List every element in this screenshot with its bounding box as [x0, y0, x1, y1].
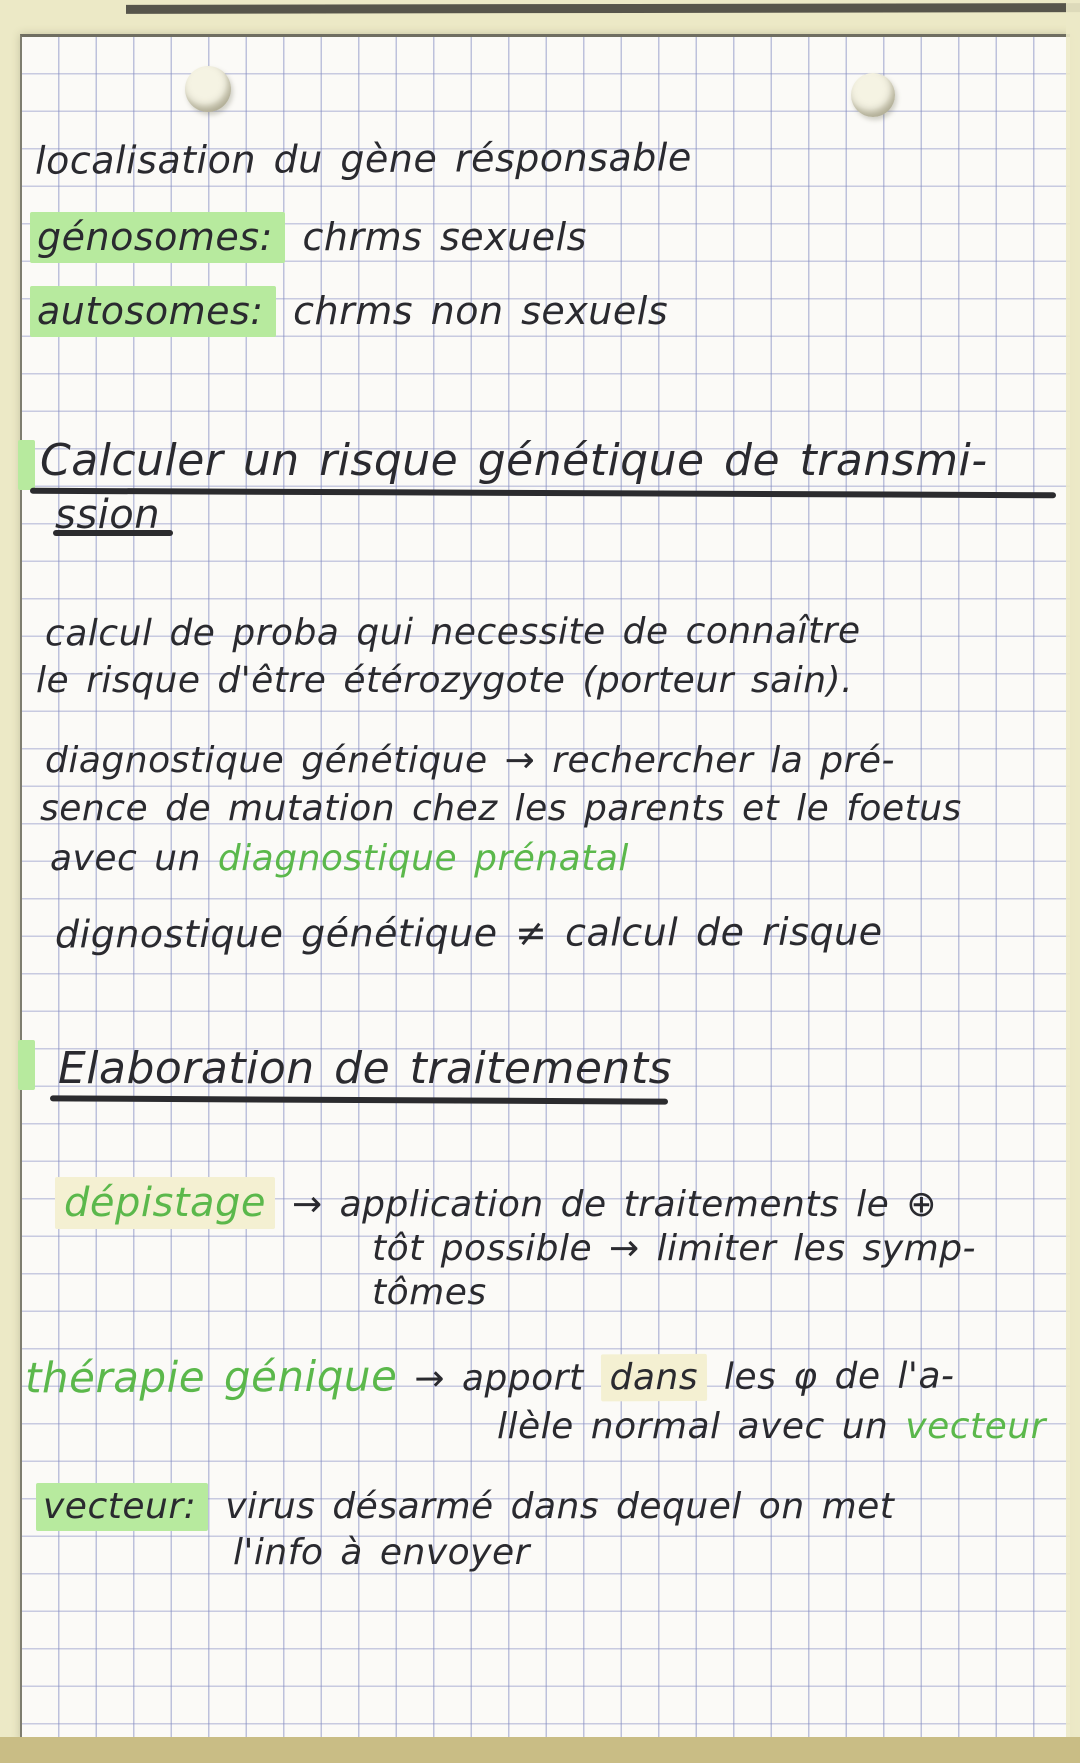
note-line-allele-normal [497, 1406, 1046, 1447]
note-line-diagnostique-2 [40, 788, 962, 829]
section-heading-elaboration [58, 1044, 672, 1095]
text-segment: avec un [50, 838, 218, 879]
margin-highlight-tick [18, 1040, 35, 1090]
note-line-risque-heterozygote [36, 660, 853, 701]
note-line-diagnostique-vs-calcul [55, 911, 883, 958]
text-segment-highlighted: vecteur: [36, 1483, 208, 1531]
text-segment: tôt possible → limiter les symp- [372, 1228, 977, 1269]
page-bottom-edge [0, 1737, 1080, 1763]
text-segment: Elaboration de traitements [58, 1043, 672, 1094]
note-line-autosomes [30, 290, 668, 334]
note-line-diagnostique-1 [45, 740, 895, 781]
note-line-tot-possible [372, 1228, 976, 1269]
text-segment: les φ de l'a- [706, 1355, 955, 1398]
note-line-calcul-proba [45, 611, 861, 655]
page-top-shadow [126, 3, 1080, 14]
page-right-edge [1066, 0, 1080, 1763]
text-segment-highlighted: autosomes: [30, 286, 276, 337]
text-segment: chrms non sexuels [275, 289, 669, 333]
text-segment-green-ink: thérapie génique [24, 1351, 398, 1403]
note-line-diagnostique-3 [50, 838, 629, 879]
text-segment: virus désarmé dans dequel on met [208, 1486, 895, 1527]
text-segment: ssion [55, 492, 161, 538]
note-line-localisation [35, 136, 692, 183]
margin-highlight-tick [18, 440, 35, 490]
text-segment: calcul de proba qui necessite de connaître [44, 610, 861, 655]
text-segment: diagnostique génétique → rechercher la pré- [45, 740, 895, 781]
text-segment-highlighted: dans [600, 1354, 707, 1402]
text-segment: llèle normal avec un [497, 1406, 906, 1447]
text-segment: localisation du gène résponsable [34, 135, 692, 183]
text-segment: l'info à envoyer [233, 1532, 530, 1573]
text-segment: chrms sexuels [284, 215, 587, 259]
section-heading-calculer-risque [40, 436, 988, 487]
text-segment: sence de mutation chez les parents et le foetus [40, 788, 962, 829]
text-segment: tômes [372, 1272, 487, 1313]
note-line-info-envoyer [233, 1532, 530, 1573]
text-segment-green-ink: vecteur [905, 1406, 1046, 1447]
text-segment: Calculer un risque génétique de transmi- [40, 435, 988, 486]
text-segment-green-ink-highlighted: dépistage [55, 1177, 275, 1229]
note-line-genosomes [30, 216, 587, 260]
text-segment: → apport [397, 1357, 601, 1400]
note-line-vecteur-def [36, 1486, 894, 1527]
hole-punch-left [185, 66, 231, 112]
text-segment-highlighted: génosomes: [30, 212, 285, 263]
note-line-depistage [55, 1180, 937, 1226]
section-heading-ssion [55, 492, 160, 538]
text-segment-green-ink: diagnostique prénatal [217, 838, 629, 879]
note-line-tomes [372, 1272, 487, 1313]
hole-punch-right [851, 73, 895, 117]
text-segment: le risque d'être étérozygote (porteur sain). [36, 660, 854, 701]
text-segment: → application de traitements le ⊕ [275, 1184, 937, 1225]
text-segment: dignostique génétique ≠ calcul de risque [54, 909, 883, 957]
note-line-therapie-genique [25, 1350, 955, 1403]
